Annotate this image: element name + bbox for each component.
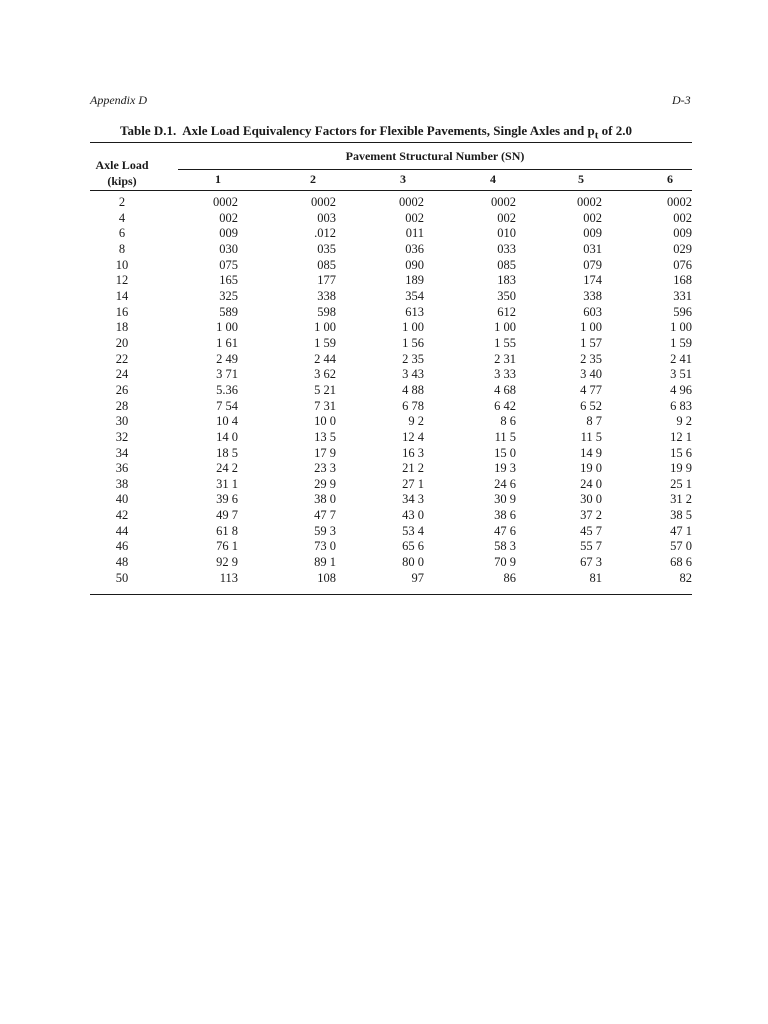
table-row (90, 555, 692, 571)
stub-heading (90, 157, 154, 189)
table-row (90, 477, 692, 493)
factor-cell: 16 3 (402, 445, 424, 460)
table-title-end: of 2.0 (598, 123, 632, 138)
factor-cell: 009 (583, 226, 602, 241)
factor-cell: 55 7 (580, 539, 602, 554)
factor-cell: 11 5 (580, 429, 602, 444)
column-heading: 3 (400, 172, 406, 186)
axle-load-cell: 22 (115, 351, 129, 366)
axle-load-cell: 8 (118, 241, 126, 256)
factor-cell: 036 (405, 241, 424, 256)
factor-cell: 1 00 (314, 320, 336, 335)
factor-cell: 27 1 (402, 476, 424, 491)
factor-cell: 338 (583, 288, 602, 303)
factor-cell: 002 (497, 210, 516, 225)
column-spanner-heading: Pavement Structural Number (SN) (345, 149, 525, 163)
table-title-subscript: t (594, 129, 599, 142)
factor-cell: 2 35 (580, 351, 602, 366)
axle-load-cell: 36 (115, 461, 129, 476)
factor-cell: 090 (405, 257, 424, 272)
factor-cell: 0002 (213, 195, 238, 209)
factor-cell: 12 4 (402, 429, 424, 444)
factor-cell: 1 61 (216, 335, 238, 350)
column-heading: 4 (490, 172, 496, 186)
axle-load-cell: 42 (115, 508, 129, 523)
factor-cell: 24 2 (216, 461, 238, 476)
table-row (90, 414, 692, 430)
axle-load-cell: 6 (118, 226, 126, 241)
factor-cell: 47 6 (494, 523, 516, 538)
factor-cell: 010 (497, 226, 516, 241)
table-row (90, 367, 692, 383)
factor-cell: 10 4 (216, 414, 238, 429)
factor-cell: 67 3 (580, 555, 602, 570)
column-heading: 5 (578, 172, 584, 186)
factor-cell: 0002 (491, 195, 516, 209)
stub-heading-line2: (kips) (107, 174, 137, 188)
factor-cell: 86 (503, 570, 516, 585)
factor-cell: 37 2 (580, 508, 602, 523)
factor-cell: 4 96 (670, 382, 692, 397)
bottom-rule (90, 594, 692, 595)
table-row (90, 226, 692, 242)
page-number: D-3 (672, 93, 691, 107)
factor-cell: 3 71 (216, 367, 238, 382)
table-body (90, 195, 692, 586)
table-row (90, 258, 692, 274)
factor-cell: 31 2 (670, 492, 692, 507)
axle-load-cell: 34 (115, 445, 129, 460)
factor-cell: 6 42 (494, 398, 516, 413)
factor-cell: 0002 (399, 195, 424, 209)
factor-cell: 189 (405, 273, 424, 288)
table-row (90, 336, 692, 352)
table-row (90, 492, 692, 508)
factor-cell: 2 44 (314, 351, 336, 366)
factor-cell: 029 (673, 241, 692, 256)
factor-cell: 076 (673, 257, 692, 272)
factor-cell: 89 1 (314, 555, 336, 570)
factor-cell: 14 9 (580, 445, 602, 460)
factor-cell: 3 51 (670, 367, 692, 382)
factor-cell: 29 9 (314, 476, 336, 491)
column-heading: 2 (310, 172, 316, 186)
factor-cell: 079 (583, 257, 602, 272)
factor-cell: 325 (219, 288, 238, 303)
factor-cell: 0002 (311, 195, 336, 209)
factor-cell: 168 (673, 273, 692, 288)
table-row (90, 508, 692, 524)
factor-cell: 47 1 (670, 523, 692, 538)
factor-cell: 3 62 (314, 367, 336, 382)
factor-cell: 97 (411, 570, 424, 585)
axle-load-cell: 20 (115, 335, 129, 350)
factor-cell: 18 5 (216, 445, 238, 460)
axle-load-cell: 14 (115, 288, 129, 303)
factor-cell: 0002 (577, 195, 602, 209)
factor-cell: 598 (317, 304, 336, 319)
factor-cell: 4 88 (402, 382, 424, 397)
axle-load-cell: 16 (115, 304, 129, 319)
factor-cell: 4 77 (580, 382, 602, 397)
table-row (90, 399, 692, 415)
table-row (90, 195, 692, 211)
factor-cell: 331 (673, 288, 692, 303)
factor-cell: 15 0 (494, 445, 516, 460)
factor-cell: 43 0 (402, 508, 424, 523)
factor-cell: 108 (317, 570, 336, 585)
factor-cell: 002 (673, 210, 692, 225)
axle-load-cell: 26 (115, 382, 129, 397)
factor-cell: 0002 (667, 195, 692, 209)
factor-cell: 589 (219, 304, 238, 319)
factor-cell: 7 54 (216, 398, 238, 413)
stub-heading-line1: Axle Load (95, 158, 149, 172)
factor-cell: 19 0 (580, 461, 602, 476)
factor-cell: 1 00 (670, 320, 692, 335)
factor-cell: 80 0 (402, 555, 424, 570)
factor-cell: 009 (219, 226, 238, 241)
factor-cell: 24 6 (494, 476, 516, 491)
factor-cell: 38 6 (494, 508, 516, 523)
factor-cell: 1 00 (494, 320, 516, 335)
factor-cell: 14 0 (216, 429, 238, 444)
spanner-rule (178, 169, 692, 170)
factor-cell: 17 9 (314, 445, 336, 460)
factor-cell: 002 (219, 210, 238, 225)
table-caption (120, 123, 632, 142)
factor-cell: 174 (583, 273, 602, 288)
factor-cell: 10 0 (314, 414, 336, 429)
axle-load-cell: 28 (115, 398, 129, 413)
factor-cell: 73 0 (314, 539, 336, 554)
table-row (90, 524, 692, 540)
factor-cell: 38 5 (670, 508, 692, 523)
factor-cell: 4 68 (494, 382, 516, 397)
factor-cell: 596 (673, 304, 692, 319)
factor-cell: 9 2 (676, 414, 692, 429)
factor-cell: 177 (317, 273, 336, 288)
factor-cell: 033 (497, 241, 516, 256)
factor-cell: 19 3 (494, 461, 516, 476)
column-heading: 6 (667, 172, 673, 186)
table-row (90, 352, 692, 368)
axle-load-cell: 32 (115, 429, 129, 444)
axle-load-cell: 10 (115, 257, 129, 272)
factor-cell: 183 (497, 273, 516, 288)
axle-load-cell: 12 (115, 273, 129, 288)
factor-cell: 3 43 (402, 367, 424, 382)
factor-cell: 70 9 (494, 555, 516, 570)
factor-cell: 1 57 (580, 335, 602, 350)
axle-load-cell: 18 (115, 320, 129, 335)
axle-load-cell: 38 (115, 476, 129, 491)
factor-cell: 165 (219, 273, 238, 288)
factor-cell: 1 00 (402, 320, 424, 335)
factor-cell: 59 3 (314, 523, 336, 538)
factor-cell: 009 (673, 226, 692, 241)
factor-cell: 53 4 (402, 523, 424, 538)
table-row (90, 446, 692, 462)
axle-load-cell: 44 (115, 523, 129, 538)
factor-cell: 085 (497, 257, 516, 272)
axle-load-cell: 24 (115, 367, 129, 382)
factor-cell: 45 7 (580, 523, 602, 538)
factor-cell: 2 49 (216, 351, 238, 366)
factor-cell: 113 (219, 570, 238, 585)
factor-cell: 39 6 (216, 492, 238, 507)
factor-cell: 2 31 (494, 351, 516, 366)
factor-cell: 075 (219, 257, 238, 272)
factor-cell: 3 33 (494, 367, 516, 382)
table-row (90, 289, 692, 305)
table-row (90, 211, 692, 227)
equivalency-table (90, 195, 692, 586)
factor-cell: 47 7 (314, 508, 336, 523)
factor-cell: 003 (317, 210, 336, 225)
axle-load-cell: 2 (118, 195, 126, 209)
factor-cell: 92 9 (216, 555, 238, 570)
factor-cell: 23 3 (314, 461, 336, 476)
factor-cell: 49 7 (216, 508, 238, 523)
factor-cell: 57 0 (670, 539, 692, 554)
factor-cell: 1 55 (494, 335, 516, 350)
top-rule (90, 142, 692, 143)
factor-cell: 5 21 (314, 382, 336, 397)
factor-cell: 65 6 (402, 539, 424, 554)
factor-cell: 6 83 (670, 398, 692, 413)
factor-cell: 30 0 (580, 492, 602, 507)
table-row (90, 305, 692, 321)
factor-cell: 9 2 (408, 414, 424, 429)
factor-cell: 1 56 (402, 335, 424, 350)
factor-cell: 338 (317, 288, 336, 303)
factor-cell: 612 (497, 304, 516, 319)
factor-cell: 30 9 (494, 492, 516, 507)
table-row (90, 571, 692, 587)
factor-cell: 38 0 (314, 492, 336, 507)
factor-cell: 76 1 (216, 539, 238, 554)
factor-cell: 011 (405, 226, 424, 241)
factor-cell: 81 (589, 570, 602, 585)
factor-cell: 61 8 (216, 523, 238, 538)
factor-cell: 1 00 (216, 320, 238, 335)
factor-cell: 1 59 (314, 335, 336, 350)
table-row (90, 461, 692, 477)
factor-cell: 5.36 (216, 382, 238, 397)
factor-cell: 1 00 (580, 320, 602, 335)
factor-cell: 002 (583, 210, 602, 225)
factor-cell: 1 59 (670, 335, 692, 350)
factor-cell: 31 1 (216, 476, 238, 491)
factor-cell: 68 6 (670, 555, 692, 570)
axle-load-cell: 46 (115, 539, 129, 554)
table-row (90, 320, 692, 336)
factor-cell: 8 6 (500, 414, 516, 429)
factor-cell: 58 3 (494, 539, 516, 554)
factor-cell: 12 1 (670, 429, 692, 444)
factor-cell: 350 (497, 288, 516, 303)
table-row (90, 273, 692, 289)
factor-cell: 035 (317, 241, 336, 256)
factor-cell: 613 (405, 304, 424, 319)
factor-cell: 13 5 (314, 429, 336, 444)
factor-cell: 19 9 (670, 461, 692, 476)
column-heading: 1 (215, 172, 221, 186)
factor-cell: 6 52 (580, 398, 602, 413)
table-title: Axle Load Equivalency Factors for Flexible Pavements, Single Axles and p (182, 123, 595, 138)
factor-cell: 603 (583, 304, 602, 319)
axle-load-cell: 40 (115, 492, 129, 507)
factor-cell: 82 (679, 570, 692, 585)
factor-cell: 2 35 (402, 351, 424, 366)
factor-cell: 002 (405, 210, 424, 225)
axle-load-cell: 30 (115, 414, 129, 429)
factor-cell: 8 7 (586, 414, 602, 429)
table-row (90, 430, 692, 446)
table-row (90, 242, 692, 258)
axle-load-cell: 48 (115, 555, 129, 570)
factor-cell: 3 40 (580, 367, 602, 382)
factor-cell: 6 78 (402, 398, 424, 413)
factor-cell: 15 6 (670, 445, 692, 460)
factor-cell: 085 (317, 257, 336, 272)
factor-cell: 030 (219, 241, 238, 256)
factor-cell: .012 (314, 226, 336, 241)
table-number: Table D.1. (120, 123, 177, 138)
factor-cell: 21 2 (402, 461, 424, 476)
header-rule (90, 190, 692, 191)
axle-load-cell: 50 (115, 570, 129, 585)
factor-cell: 031 (583, 241, 602, 256)
table-row (90, 383, 692, 399)
factor-cell: 2 41 (670, 351, 692, 366)
factor-cell: 7 31 (314, 398, 336, 413)
running-header-section: Appendix D (90, 93, 147, 107)
axle-load-cell: 4 (118, 210, 126, 225)
factor-cell: 24 0 (580, 476, 602, 491)
table-row (90, 539, 692, 555)
factor-cell: 34 3 (402, 492, 424, 507)
factor-cell: 11 5 (494, 429, 516, 444)
factor-cell: 354 (405, 288, 424, 303)
factor-cell: 25 1 (670, 476, 692, 491)
